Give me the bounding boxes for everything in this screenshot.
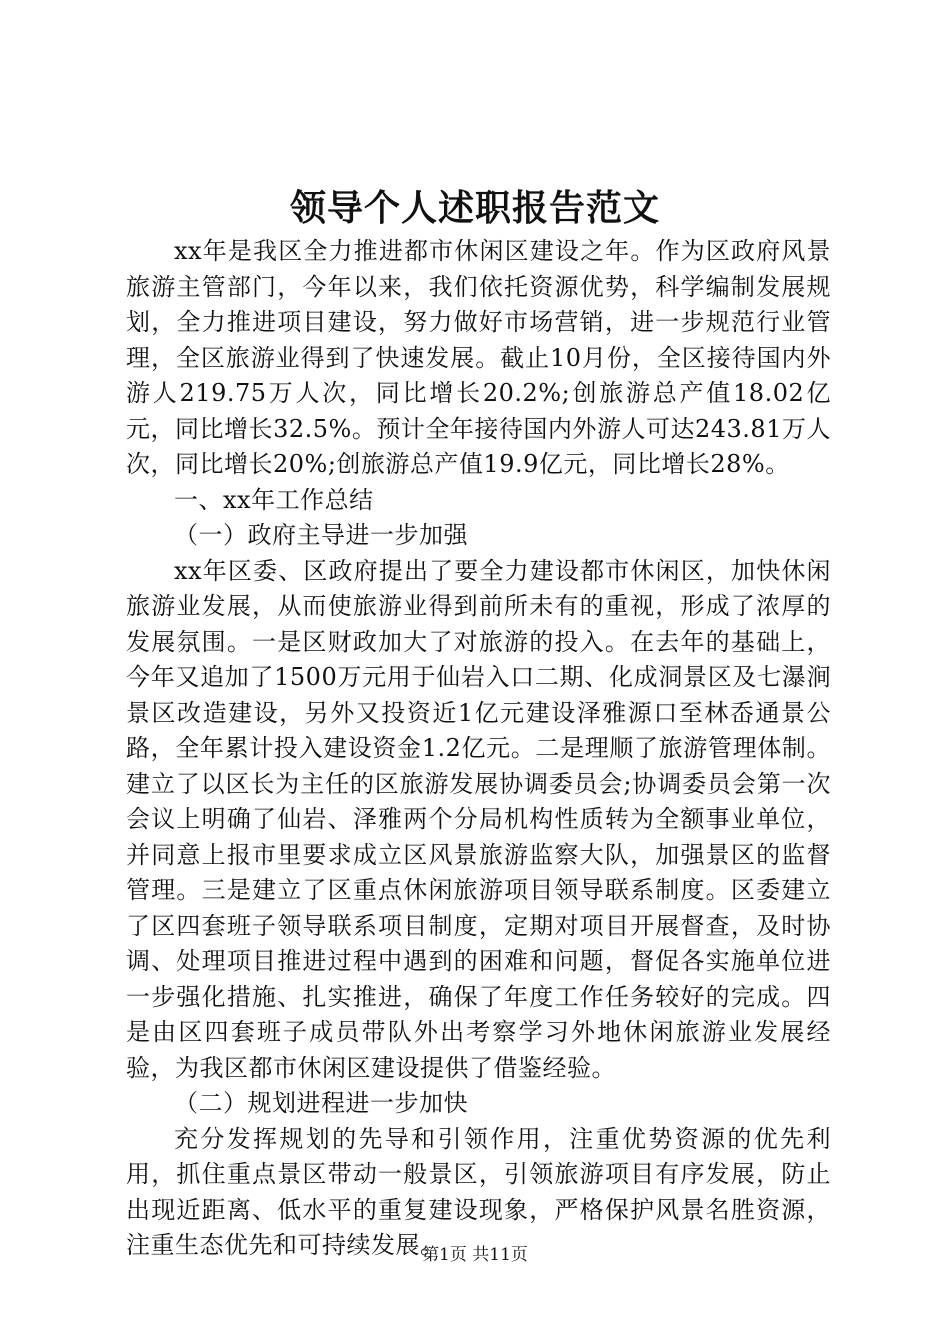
- document-body: [126, 234, 831, 1264]
- document-title: 领导个人述职报告范文: [289, 187, 660, 229]
- planning-paragraph: 充分发挥规划的先导和引领作用，注重优势资源的优先利用，抓住重点景区带动一般景区，引领旅游项目有序发展，防止出现近距离、低水平的重复建设现象，严格保护风景名胜资源，注重生态优先和可持续发展。: [126, 1124, 831, 1259]
- subsection-heading-government: （一）政府主导进一步加强: [174, 521, 468, 549]
- page-footer: 第1页 共11页: [422, 1245, 528, 1265]
- section-heading-summary: 一、xx年工作总结: [174, 485, 374, 514]
- government-paragraph: xx年区委、区政府提出了要全力建设都市休闲区，加快休闲旅游业发展，从而使旅游业得到前所未有的重视，形成了浓厚的发展氛围。一是区财政加大了对旅游的投入。在去年的基础上，今年又追加了1500万元用于仙岩入口二期、化成洞景区及七瀑涧景区改造建设，另外又投资近1亿元建设泽雅源口至林岙通景公路，全年累计投入建设资金1.2亿元。二是理顺了旅游管理体制。建立了以区长为主任的区旅游发展协调委员会;协调委员会第一次会议上明确了仙岩、泽雅两个分局机构性质转为全额事业单位，并同意上报市里要求成立区风景旅游监察大队，加强景区的监督管理。三是建立了区重点休闲旅游项目领导联系制度。区委建立了区四套班子领导联系项目制度，定期对项目开展督查，及时协调、处理项目推进过程中遇到的困难和问题，督促各实施单位进一步强化措施、扎实推进，确保了年度工作任务较好的完成。四是由区四套班子成员带队外出考察学习外地休闲旅游业发展经验，为我区都市休闲区建设提供了借鉴经验。: [126, 556, 831, 1082]
- subsection-heading-planning: （二）规划进程进一步加快: [174, 1089, 468, 1117]
- intro-paragraph: xx年是我区全力推进都市休闲区建设之年。作为区政府风景旅游主管部门，今年以来，我们依托资源优势，科学编制发展规划，全力推进项目建设，努力做好市场营销，进一步规范行业管理，全区旅游业得到了快速发展。截止10月份，全区接待国内外游人219.75万人次，同比增长20.2%;创旅游总产值18.02亿元，同比增长32.5%。预计全年接待国内外游人可达243.81万人次，同比增长20%;创旅游总产值19.9亿元，同比增长28%。: [126, 237, 831, 478]
